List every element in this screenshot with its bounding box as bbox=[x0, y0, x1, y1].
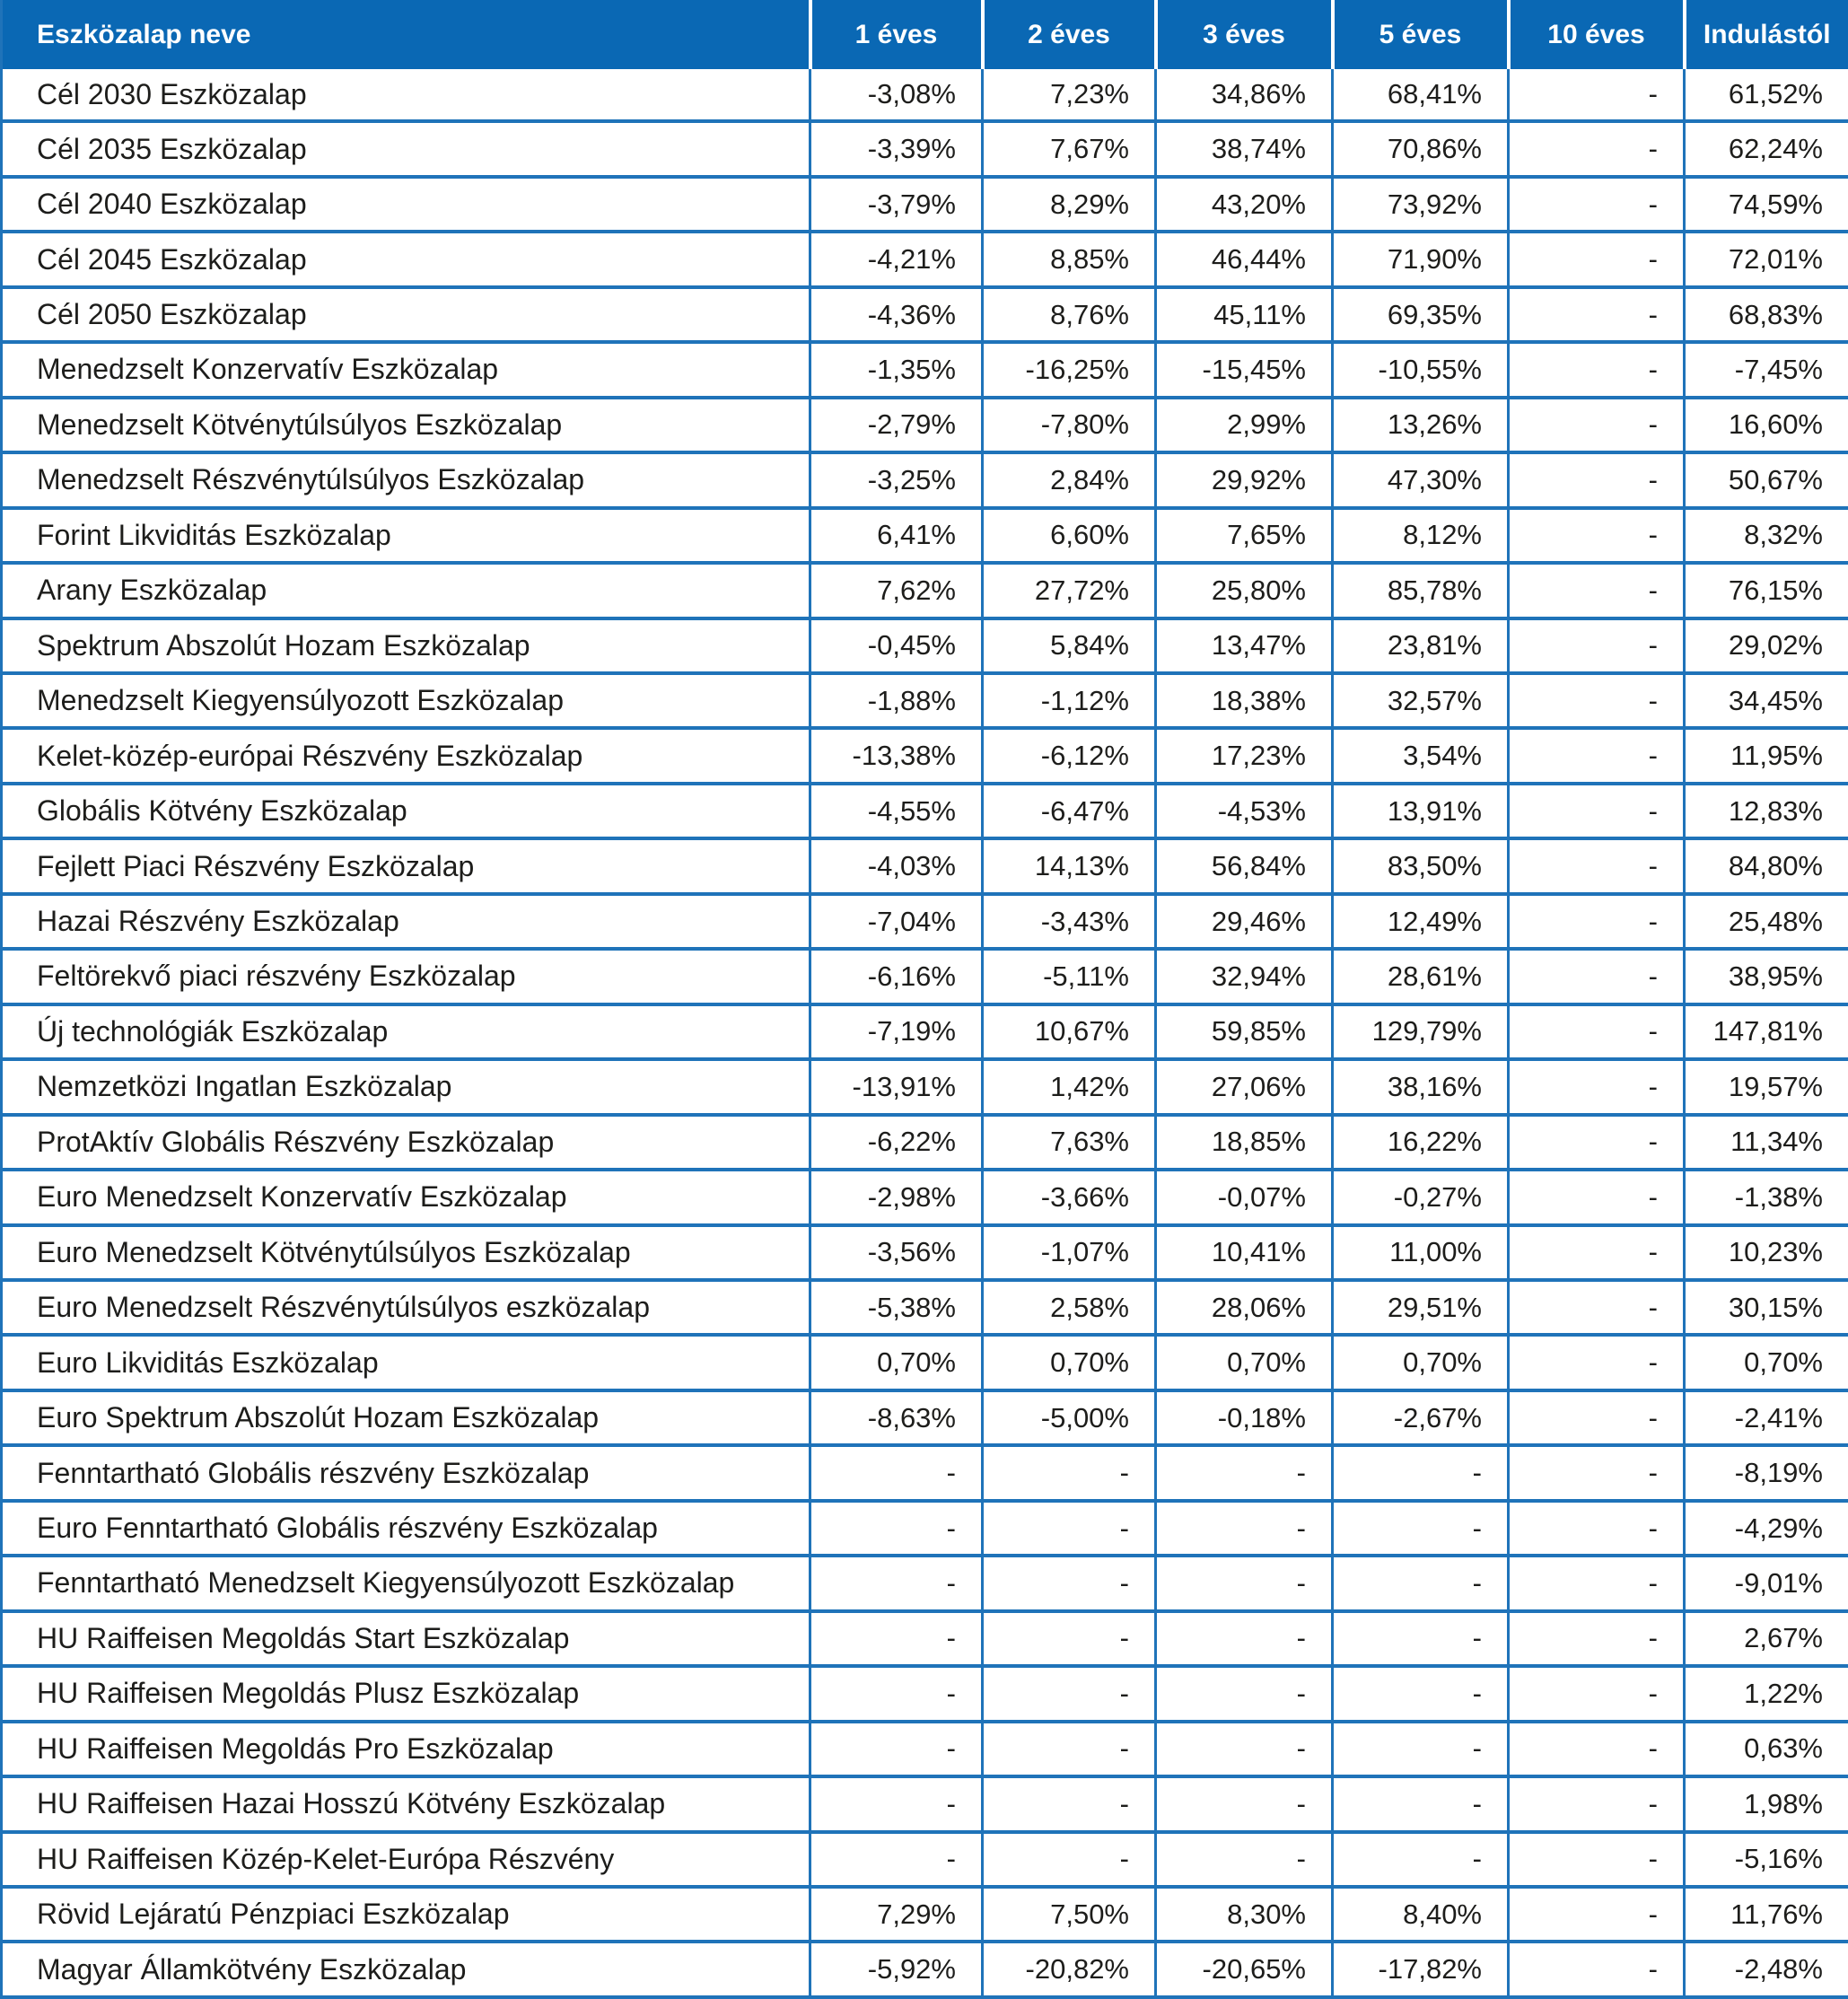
column-header-3-year: 3 éves bbox=[1156, 0, 1333, 69]
return-value-cell: -4,03% bbox=[810, 838, 983, 893]
return-value-cell: 38,74% bbox=[1156, 121, 1333, 176]
return-value-cell: 0,70% bbox=[810, 1335, 983, 1390]
fund-name-cell: Cél 2050 Eszközalap bbox=[2, 287, 810, 342]
return-value-cell: 59,85% bbox=[1156, 1004, 1333, 1059]
fund-name-cell: Cél 2035 Eszközalap bbox=[2, 121, 810, 176]
return-value-cell: -1,88% bbox=[810, 673, 983, 728]
return-value-cell: 46,44% bbox=[1156, 232, 1333, 286]
return-value-cell: 0,70% bbox=[1333, 1335, 1509, 1390]
return-value-cell: 19,57% bbox=[1685, 1059, 1848, 1114]
table-row bbox=[2, 784, 1848, 838]
table-row bbox=[2, 1722, 1848, 1776]
fund-name-cell: Magyar Államkötvény Eszközalap bbox=[2, 1942, 810, 1997]
fund-name-cell: ProtAktív Globális Részvény Eszközalap bbox=[2, 1115, 810, 1170]
fund-name-cell: Menedzselt Konzervatív Eszközalap bbox=[2, 342, 810, 397]
return-value-cell: - bbox=[810, 1666, 983, 1721]
return-value-cell: - bbox=[1156, 1445, 1333, 1500]
fund-name-cell: HU Raiffeisen Megoldás Start Eszközalap bbox=[2, 1611, 810, 1666]
return-value-cell: 30,15% bbox=[1685, 1280, 1848, 1335]
return-value-cell: - bbox=[1509, 1115, 1685, 1170]
table-row bbox=[2, 1832, 1848, 1887]
fund-name-cell: Menedzselt Részvénytúlsúlyos Eszközalap bbox=[2, 452, 810, 507]
return-value-cell: -0,07% bbox=[1156, 1170, 1333, 1224]
return-value-cell: - bbox=[983, 1666, 1156, 1721]
return-value-cell: 7,65% bbox=[1156, 508, 1333, 563]
table-row bbox=[2, 1115, 1848, 1170]
fund-name-cell: Kelet-közép-európai Részvény Eszközalap bbox=[2, 728, 810, 783]
return-value-cell: -3,43% bbox=[983, 894, 1156, 949]
return-value-cell: - bbox=[983, 1556, 1156, 1610]
return-value-cell: -6,16% bbox=[810, 949, 983, 1004]
fund-name-cell: Cél 2045 Eszközalap bbox=[2, 232, 810, 286]
fund-name-cell: Cél 2030 Eszközalap bbox=[2, 69, 810, 121]
return-value-cell: 29,46% bbox=[1156, 894, 1333, 949]
return-value-cell: -0,27% bbox=[1333, 1170, 1509, 1224]
fund-name-cell: Menedzselt Kiegyensúlyozott Eszközalap bbox=[2, 673, 810, 728]
return-value-cell: 7,67% bbox=[983, 121, 1156, 176]
return-value-cell: 2,99% bbox=[1156, 398, 1333, 452]
fund-name-cell: Hazai Részvény Eszközalap bbox=[2, 894, 810, 949]
return-value-cell: 0,63% bbox=[1685, 1722, 1848, 1776]
return-value-cell: -20,82% bbox=[983, 1942, 1156, 1997]
return-value-cell: - bbox=[983, 1776, 1156, 1831]
return-value-cell: 74,59% bbox=[1685, 177, 1848, 232]
column-header-fund-name: Eszközalap neve bbox=[2, 0, 810, 69]
return-value-cell: - bbox=[1333, 1666, 1509, 1721]
table-row bbox=[2, 894, 1848, 949]
return-value-cell: - bbox=[1509, 1280, 1685, 1335]
return-value-cell: - bbox=[1509, 1445, 1685, 1500]
return-value-cell: - bbox=[1509, 838, 1685, 893]
fund-name-cell: Fenntartható Menedzselt Kiegyensúlyozott Eszközalap bbox=[2, 1556, 810, 1610]
return-value-cell: - bbox=[1333, 1611, 1509, 1666]
return-value-cell: -4,21% bbox=[810, 232, 983, 286]
fund-name-cell: HU Raiffeisen Közép-Kelet-Európa Részvény bbox=[2, 1832, 810, 1887]
return-value-cell: - bbox=[1156, 1832, 1333, 1887]
table-row bbox=[2, 452, 1848, 507]
return-value-cell: -7,80% bbox=[983, 398, 1156, 452]
table-row bbox=[2, 177, 1848, 232]
return-value-cell: 7,50% bbox=[983, 1887, 1156, 1942]
return-value-cell: - bbox=[1509, 1832, 1685, 1887]
return-value-cell: 2,84% bbox=[983, 452, 1156, 507]
return-value-cell: -1,07% bbox=[983, 1225, 1156, 1280]
return-value-cell: 68,83% bbox=[1685, 287, 1848, 342]
table-row bbox=[2, 728, 1848, 783]
return-value-cell: - bbox=[1509, 1776, 1685, 1831]
return-value-cell: 62,24% bbox=[1685, 121, 1848, 176]
table-row bbox=[2, 232, 1848, 286]
return-value-cell: - bbox=[1333, 1556, 1509, 1610]
return-value-cell: 3,54% bbox=[1333, 728, 1509, 783]
fund-name-cell: Euro Menedzselt Részvénytúlsúlyos eszközalap bbox=[2, 1280, 810, 1335]
return-value-cell: -20,65% bbox=[1156, 1942, 1333, 1997]
return-value-cell: - bbox=[1509, 69, 1685, 121]
return-value-cell: 83,50% bbox=[1333, 838, 1509, 893]
return-value-cell: 1,42% bbox=[983, 1059, 1156, 1114]
return-value-cell: - bbox=[1333, 1776, 1509, 1831]
return-value-cell: - bbox=[1509, 1170, 1685, 1224]
table-row bbox=[2, 949, 1848, 1004]
return-value-cell: 50,67% bbox=[1685, 452, 1848, 507]
return-value-cell: - bbox=[810, 1722, 983, 1776]
table-row bbox=[2, 1611, 1848, 1666]
return-value-cell: 11,95% bbox=[1685, 728, 1848, 783]
fund-name-cell: Arany Eszközalap bbox=[2, 563, 810, 618]
return-value-cell: -1,12% bbox=[983, 673, 1156, 728]
return-value-cell: 0,70% bbox=[1156, 1335, 1333, 1390]
return-value-cell: - bbox=[810, 1445, 983, 1500]
fund-name-cell: Új technológiák Eszközalap bbox=[2, 1004, 810, 1059]
return-value-cell: - bbox=[983, 1501, 1156, 1556]
return-value-cell: 23,81% bbox=[1333, 618, 1509, 673]
return-value-cell: - bbox=[1509, 894, 1685, 949]
return-value-cell: 11,00% bbox=[1333, 1225, 1509, 1280]
return-value-cell: 12,49% bbox=[1333, 894, 1509, 949]
return-value-cell: 16,22% bbox=[1333, 1115, 1509, 1170]
return-value-cell: 73,92% bbox=[1333, 177, 1509, 232]
return-value-cell: 1,98% bbox=[1685, 1776, 1848, 1831]
return-value-cell: 38,16% bbox=[1333, 1059, 1509, 1114]
return-value-cell: -15,45% bbox=[1156, 342, 1333, 397]
fund-name-cell: Euro Spektrum Abszolút Hozam Eszközalap bbox=[2, 1390, 810, 1445]
return-value-cell: - bbox=[1333, 1501, 1509, 1556]
table-row bbox=[2, 121, 1848, 176]
return-value-cell: - bbox=[1156, 1501, 1333, 1556]
return-value-cell: - bbox=[1509, 232, 1685, 286]
return-value-cell: 8,76% bbox=[983, 287, 1156, 342]
table-row bbox=[2, 1776, 1848, 1831]
return-value-cell: - bbox=[1509, 1722, 1685, 1776]
return-value-cell: -9,01% bbox=[1685, 1556, 1848, 1610]
return-value-cell: - bbox=[983, 1445, 1156, 1500]
return-value-cell: 13,91% bbox=[1333, 784, 1509, 838]
fund-name-cell: Feltörekvő piaci részvény Eszközalap bbox=[2, 949, 810, 1004]
return-value-cell: 8,29% bbox=[983, 177, 1156, 232]
table-header bbox=[2, 0, 1848, 69]
fund-name-cell: Fenntartható Globális részvény Eszközalap bbox=[2, 1445, 810, 1500]
table-row bbox=[2, 1335, 1848, 1390]
return-value-cell: -5,16% bbox=[1685, 1832, 1848, 1887]
return-value-cell: - bbox=[1509, 618, 1685, 673]
return-value-cell: -3,79% bbox=[810, 177, 983, 232]
return-value-cell: 2,58% bbox=[983, 1280, 1156, 1335]
return-value-cell: - bbox=[983, 1722, 1156, 1776]
return-value-cell: -7,19% bbox=[810, 1004, 983, 1059]
return-value-cell: - bbox=[810, 1556, 983, 1610]
return-value-cell: 7,62% bbox=[810, 563, 983, 618]
return-value-cell: - bbox=[1333, 1445, 1509, 1500]
return-value-cell: - bbox=[1509, 342, 1685, 397]
return-value-cell: -5,11% bbox=[983, 949, 1156, 1004]
return-value-cell: 8,30% bbox=[1156, 1887, 1333, 1942]
return-value-cell: - bbox=[1509, 121, 1685, 176]
return-value-cell: - bbox=[1156, 1722, 1333, 1776]
return-value-cell: - bbox=[1156, 1776, 1333, 1831]
return-value-cell: 72,01% bbox=[1685, 232, 1848, 286]
table-row bbox=[2, 508, 1848, 563]
return-value-cell: -5,00% bbox=[983, 1390, 1156, 1445]
return-value-cell: 13,26% bbox=[1333, 398, 1509, 452]
return-value-cell: -2,67% bbox=[1333, 1390, 1509, 1445]
return-value-cell: 5,84% bbox=[983, 618, 1156, 673]
fund-name-cell: Rövid Lejáratú Pénzpiaci Eszközalap bbox=[2, 1887, 810, 1942]
return-value-cell: - bbox=[1509, 287, 1685, 342]
return-value-cell: - bbox=[1509, 1059, 1685, 1114]
fund-name-cell: Euro Menedzselt Konzervatív Eszközalap bbox=[2, 1170, 810, 1224]
return-value-cell: -10,55% bbox=[1333, 342, 1509, 397]
return-value-cell: -2,41% bbox=[1685, 1390, 1848, 1445]
column-header-since-inception: Indulástól bbox=[1685, 0, 1848, 69]
return-value-cell: - bbox=[1509, 398, 1685, 452]
return-value-cell: -1,35% bbox=[810, 342, 983, 397]
table-row bbox=[2, 1170, 1848, 1224]
return-value-cell: -3,08% bbox=[810, 69, 983, 121]
return-value-cell: 47,30% bbox=[1333, 452, 1509, 507]
return-value-cell: 68,41% bbox=[1333, 69, 1509, 121]
return-value-cell: - bbox=[1509, 508, 1685, 563]
return-value-cell: 27,06% bbox=[1156, 1059, 1333, 1114]
return-value-cell: 18,85% bbox=[1156, 1115, 1333, 1170]
table-row bbox=[2, 618, 1848, 673]
return-value-cell: 32,57% bbox=[1333, 673, 1509, 728]
return-value-cell: -3,39% bbox=[810, 121, 983, 176]
table-row bbox=[2, 563, 1848, 618]
return-value-cell: 6,41% bbox=[810, 508, 983, 563]
return-value-cell: - bbox=[1509, 1390, 1685, 1445]
return-value-cell: 7,29% bbox=[810, 1887, 983, 1942]
table-row bbox=[2, 1942, 1848, 1997]
return-value-cell: 13,47% bbox=[1156, 618, 1333, 673]
return-value-cell: 2,67% bbox=[1685, 1611, 1848, 1666]
return-value-cell: 43,20% bbox=[1156, 177, 1333, 232]
return-value-cell: 12,83% bbox=[1685, 784, 1848, 838]
table-row bbox=[2, 838, 1848, 893]
return-value-cell: 11,34% bbox=[1685, 1115, 1848, 1170]
return-value-cell: -13,38% bbox=[810, 728, 983, 783]
return-value-cell: -8,19% bbox=[1685, 1445, 1848, 1500]
fund-name-cell: Cél 2040 Eszközalap bbox=[2, 177, 810, 232]
return-value-cell: -3,25% bbox=[810, 452, 983, 507]
return-value-cell: 29,51% bbox=[1333, 1280, 1509, 1335]
return-value-cell: - bbox=[1509, 452, 1685, 507]
return-value-cell: 32,94% bbox=[1156, 949, 1333, 1004]
table-row bbox=[2, 1225, 1848, 1280]
return-value-cell: - bbox=[1509, 1556, 1685, 1610]
return-value-cell: - bbox=[1509, 1225, 1685, 1280]
return-value-cell: 38,95% bbox=[1685, 949, 1848, 1004]
return-value-cell: - bbox=[1509, 177, 1685, 232]
fund-name-cell: Euro Fenntartható Globális részvény Eszközalap bbox=[2, 1501, 810, 1556]
table-row bbox=[2, 69, 1848, 121]
return-value-cell: 25,48% bbox=[1685, 894, 1848, 949]
return-value-cell: 8,40% bbox=[1333, 1887, 1509, 1942]
return-value-cell: 28,06% bbox=[1156, 1280, 1333, 1335]
return-value-cell: 69,35% bbox=[1333, 287, 1509, 342]
return-value-cell: -17,82% bbox=[1333, 1942, 1509, 1997]
return-value-cell: 76,15% bbox=[1685, 563, 1848, 618]
column-header-10-year: 10 éves bbox=[1509, 0, 1685, 69]
return-value-cell: - bbox=[1509, 728, 1685, 783]
return-value-cell: 10,41% bbox=[1156, 1225, 1333, 1280]
column-header-2-year: 2 éves bbox=[983, 0, 1156, 69]
return-value-cell: 1,22% bbox=[1685, 1666, 1848, 1721]
fund-name-cell: Fejlett Piaci Részvény Eszközalap bbox=[2, 838, 810, 893]
return-value-cell: -3,66% bbox=[983, 1170, 1156, 1224]
return-value-cell: 28,61% bbox=[1333, 949, 1509, 1004]
return-value-cell: 84,80% bbox=[1685, 838, 1848, 893]
return-value-cell: -4,29% bbox=[1685, 1501, 1848, 1556]
return-value-cell: 71,90% bbox=[1333, 232, 1509, 286]
fund-name-cell: Globális Kötvény Eszközalap bbox=[2, 784, 810, 838]
return-value-cell: - bbox=[810, 1501, 983, 1556]
table-row bbox=[2, 1004, 1848, 1059]
return-value-cell: -1,38% bbox=[1685, 1170, 1848, 1224]
return-value-cell: -5,38% bbox=[810, 1280, 983, 1335]
return-value-cell: 34,45% bbox=[1685, 673, 1848, 728]
return-value-cell: -3,56% bbox=[810, 1225, 983, 1280]
table-row bbox=[2, 398, 1848, 452]
table-row bbox=[2, 1501, 1848, 1556]
return-value-cell: 56,84% bbox=[1156, 838, 1333, 893]
return-value-cell: 14,13% bbox=[983, 838, 1156, 893]
return-value-cell: 10,23% bbox=[1685, 1225, 1848, 1280]
fund-name-cell: Spektrum Abszolút Hozam Eszközalap bbox=[2, 618, 810, 673]
return-value-cell: -5,92% bbox=[810, 1942, 983, 1997]
return-value-cell: -0,18% bbox=[1156, 1390, 1333, 1445]
return-value-cell: -2,98% bbox=[810, 1170, 983, 1224]
column-header-5-year: 5 éves bbox=[1333, 0, 1509, 69]
return-value-cell: - bbox=[1509, 1004, 1685, 1059]
return-value-cell: -8,63% bbox=[810, 1390, 983, 1445]
return-value-cell: - bbox=[1156, 1666, 1333, 1721]
return-value-cell: 6,60% bbox=[983, 508, 1156, 563]
return-value-cell: 8,12% bbox=[1333, 508, 1509, 563]
table-row bbox=[2, 1666, 1848, 1721]
return-value-cell: -0,45% bbox=[810, 618, 983, 673]
return-value-cell: -2,79% bbox=[810, 398, 983, 452]
table-row bbox=[2, 342, 1848, 397]
return-value-cell: 27,72% bbox=[983, 563, 1156, 618]
return-value-cell: - bbox=[1509, 784, 1685, 838]
header-row bbox=[2, 0, 1848, 69]
fund-name-cell: Forint Likviditás Eszközalap bbox=[2, 508, 810, 563]
return-value-cell: - bbox=[1333, 1832, 1509, 1887]
return-value-cell: -4,53% bbox=[1156, 784, 1333, 838]
fund-name-cell: Euro Menedzselt Kötvénytúlsúlyos Eszközalap bbox=[2, 1225, 810, 1280]
column-header-1-year: 1 éves bbox=[810, 0, 983, 69]
return-value-cell: -6,12% bbox=[983, 728, 1156, 783]
return-value-cell: 7,63% bbox=[983, 1115, 1156, 1170]
return-value-cell: 17,23% bbox=[1156, 728, 1333, 783]
fund-name-cell: HU Raiffeisen Megoldás Plusz Eszközalap bbox=[2, 1666, 810, 1721]
return-value-cell: -4,36% bbox=[810, 287, 983, 342]
return-value-cell: - bbox=[1509, 1887, 1685, 1942]
return-value-cell: 16,60% bbox=[1685, 398, 1848, 452]
return-value-cell: 70,86% bbox=[1333, 121, 1509, 176]
table-row bbox=[2, 287, 1848, 342]
return-value-cell: - bbox=[1509, 673, 1685, 728]
return-value-cell: 7,23% bbox=[983, 69, 1156, 121]
return-value-cell: - bbox=[1156, 1611, 1333, 1666]
table-row bbox=[2, 673, 1848, 728]
return-value-cell: 61,52% bbox=[1685, 69, 1848, 121]
return-value-cell: 8,85% bbox=[983, 232, 1156, 286]
return-value-cell: 8,32% bbox=[1685, 508, 1848, 563]
fund-name-cell: Menedzselt Kötvénytúlsúlyos Eszközalap bbox=[2, 398, 810, 452]
return-value-cell: - bbox=[1509, 1611, 1685, 1666]
fund-name-cell: HU Raiffeisen Megoldás Pro Eszközalap bbox=[2, 1722, 810, 1776]
return-value-cell: 29,92% bbox=[1156, 452, 1333, 507]
return-value-cell: 10,67% bbox=[983, 1004, 1156, 1059]
table-row bbox=[2, 1280, 1848, 1335]
return-value-cell: 29,02% bbox=[1685, 618, 1848, 673]
return-value-cell: 147,81% bbox=[1685, 1004, 1848, 1059]
return-value-cell: - bbox=[1509, 1666, 1685, 1721]
table-body bbox=[2, 69, 1848, 1997]
return-value-cell: - bbox=[810, 1832, 983, 1887]
return-value-cell: -6,22% bbox=[810, 1115, 983, 1170]
return-value-cell: 0,70% bbox=[983, 1335, 1156, 1390]
table-row bbox=[2, 1556, 1848, 1610]
return-value-cell: - bbox=[1509, 949, 1685, 1004]
fund-name-cell: Nemzetközi Ingatlan Eszközalap bbox=[2, 1059, 810, 1114]
return-value-cell: -16,25% bbox=[983, 342, 1156, 397]
return-value-cell: -6,47% bbox=[983, 784, 1156, 838]
return-value-cell: - bbox=[1509, 563, 1685, 618]
table-row bbox=[2, 1059, 1848, 1114]
return-value-cell: - bbox=[1509, 1335, 1685, 1390]
return-value-cell: 25,80% bbox=[1156, 563, 1333, 618]
return-value-cell: - bbox=[810, 1611, 983, 1666]
return-value-cell: - bbox=[983, 1832, 1156, 1887]
return-value-cell: - bbox=[983, 1611, 1156, 1666]
return-value-cell: 34,86% bbox=[1156, 69, 1333, 121]
return-value-cell: - bbox=[1509, 1501, 1685, 1556]
return-value-cell: - bbox=[1156, 1556, 1333, 1610]
table-row bbox=[2, 1445, 1848, 1500]
return-value-cell: 129,79% bbox=[1333, 1004, 1509, 1059]
fund-name-cell: HU Raiffeisen Hazai Hosszú Kötvény Eszközalap bbox=[2, 1776, 810, 1831]
table-row bbox=[2, 1887, 1848, 1942]
return-value-cell: - bbox=[1509, 1942, 1685, 1997]
return-value-cell: 45,11% bbox=[1156, 287, 1333, 342]
fund-name-cell: Euro Likviditás Eszközalap bbox=[2, 1335, 810, 1390]
return-value-cell: 85,78% bbox=[1333, 563, 1509, 618]
return-value-cell: 0,70% bbox=[1685, 1335, 1848, 1390]
return-value-cell: 18,38% bbox=[1156, 673, 1333, 728]
table-row bbox=[2, 1390, 1848, 1445]
return-value-cell: - bbox=[1333, 1722, 1509, 1776]
return-value-cell: -2,48% bbox=[1685, 1942, 1848, 1997]
return-value-cell: 11,76% bbox=[1685, 1887, 1848, 1942]
return-value-cell: - bbox=[810, 1776, 983, 1831]
return-value-cell: -7,45% bbox=[1685, 342, 1848, 397]
return-value-cell: -4,55% bbox=[810, 784, 983, 838]
return-value-cell: -7,04% bbox=[810, 894, 983, 949]
return-value-cell: -13,91% bbox=[810, 1059, 983, 1114]
